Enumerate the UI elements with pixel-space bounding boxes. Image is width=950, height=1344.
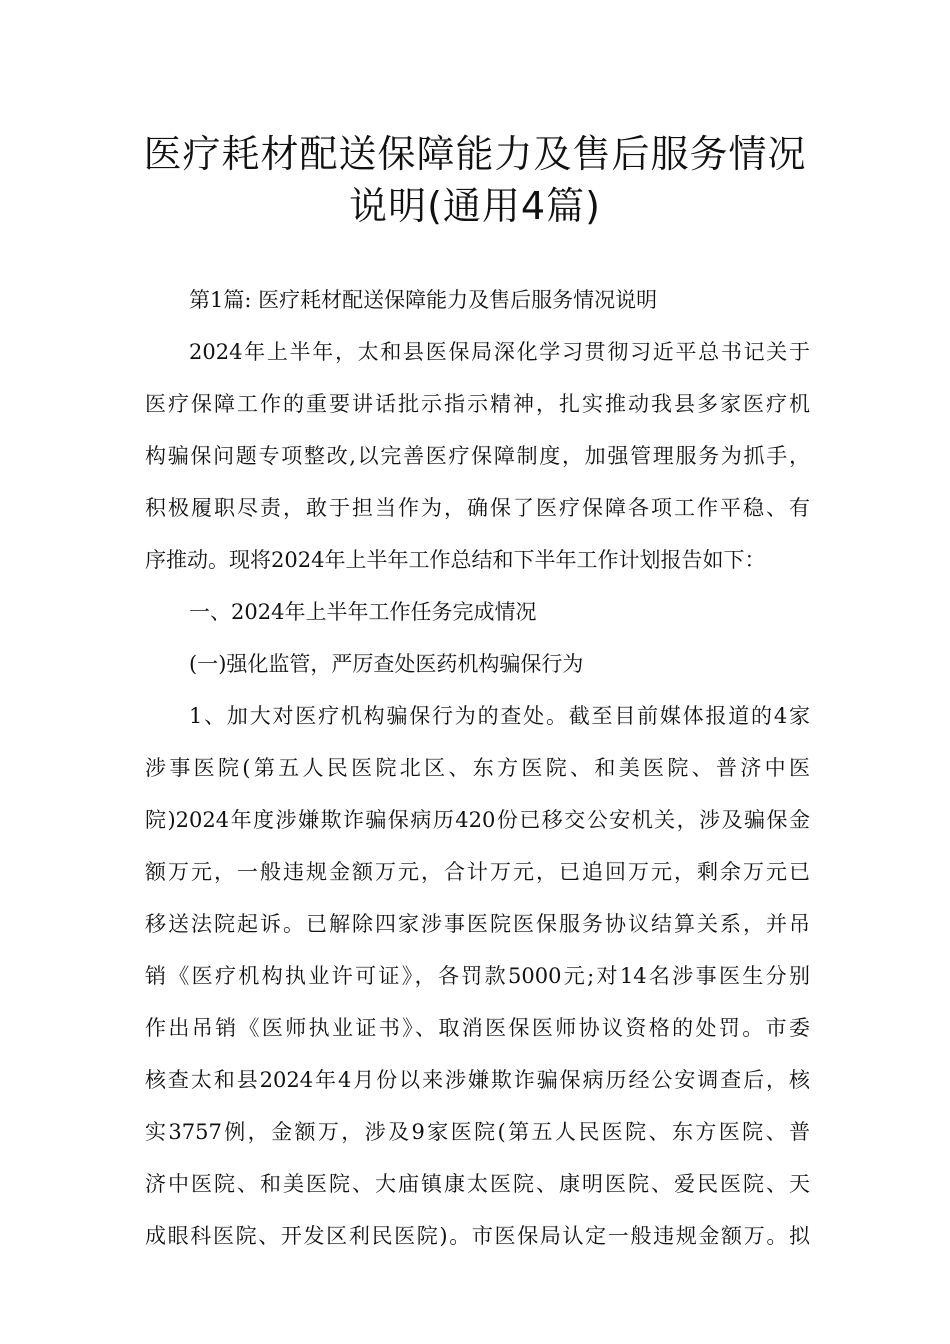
paragraph-line: 额万元，一般违规金额万元，合计万元，已追回万元，剩余万元已 [145, 860, 810, 884]
paragraph-line: 作出吊销《医师执业证书》、取消医保医师协议资格的处罚。市委 [145, 1016, 810, 1040]
section-heading-part-1: 第1篇: 医疗耗材配送保障能力及售后服务情况说明 [189, 288, 658, 312]
paragraph-line: 积极履职尽责，敢于担当作为，确保了医疗保障各项工作平稳、有 [145, 496, 810, 520]
paragraph-line: 销《医疗机构执业许可证》，各罚款5000元;对14名涉事医生分别 [145, 964, 810, 988]
paragraph-line: 涉事医院(第五人民医院北区、东方医院、和美医院、普济中医 [145, 756, 810, 780]
paragraph-line: 济中医院、和美医院、大庙镇康太医院、康明医院、爱民医院、天 [145, 1172, 810, 1196]
paragraph-line: 序推动。现将2024年上半年工作总结和下半年工作计划报告如下： [145, 548, 766, 572]
paragraph-line: 核查太和县2024年4月份以来涉嫌欺诈骗保病历经公安调查后，核 [145, 1068, 810, 1092]
document-title-line-1: 医疗耗材配送保障能力及售后服务情况 [143, 132, 807, 176]
paragraph-line: 移送法院起诉。已解除四家涉事医院医保服务协议结算关系，并吊 [145, 912, 810, 936]
paragraph-line: 2024年上半年，太和县医保局深化学习贯彻习近平总书记关于 [189, 340, 810, 364]
paragraph-line: 医疗保障工作的重要讲话批示指示精神，扎实推动我县多家医疗机 [145, 392, 810, 416]
paragraph-line: 院)2024年度涉嫌欺诈骗保病历420份已移交公安机关，涉及骗保金 [145, 808, 810, 832]
subsection-heading: (一)强化监管，严厉查处医药机构骗保行为 [189, 652, 584, 676]
document-title-line-2: 说明(通用4篇) [349, 184, 601, 228]
paragraph-line: 实3757例，金额万，涉及9家医院(第五人民医院、东方医院、普 [145, 1120, 810, 1144]
paragraph-line: 构骗保问题专项整改,以完善医疗保障制度，加强管理服务为抓手， [145, 444, 810, 468]
section-heading: 一、2024年上半年工作任务完成情况 [189, 600, 537, 624]
paragraph-line: 成眼科医院、开发区利民医院)。市医保局认定一般违规金额万。拟 [145, 1224, 810, 1248]
paragraph-line: 1、加大对医疗机构骗保行为的查处。截至目前媒体报道的4家 [189, 704, 810, 728]
